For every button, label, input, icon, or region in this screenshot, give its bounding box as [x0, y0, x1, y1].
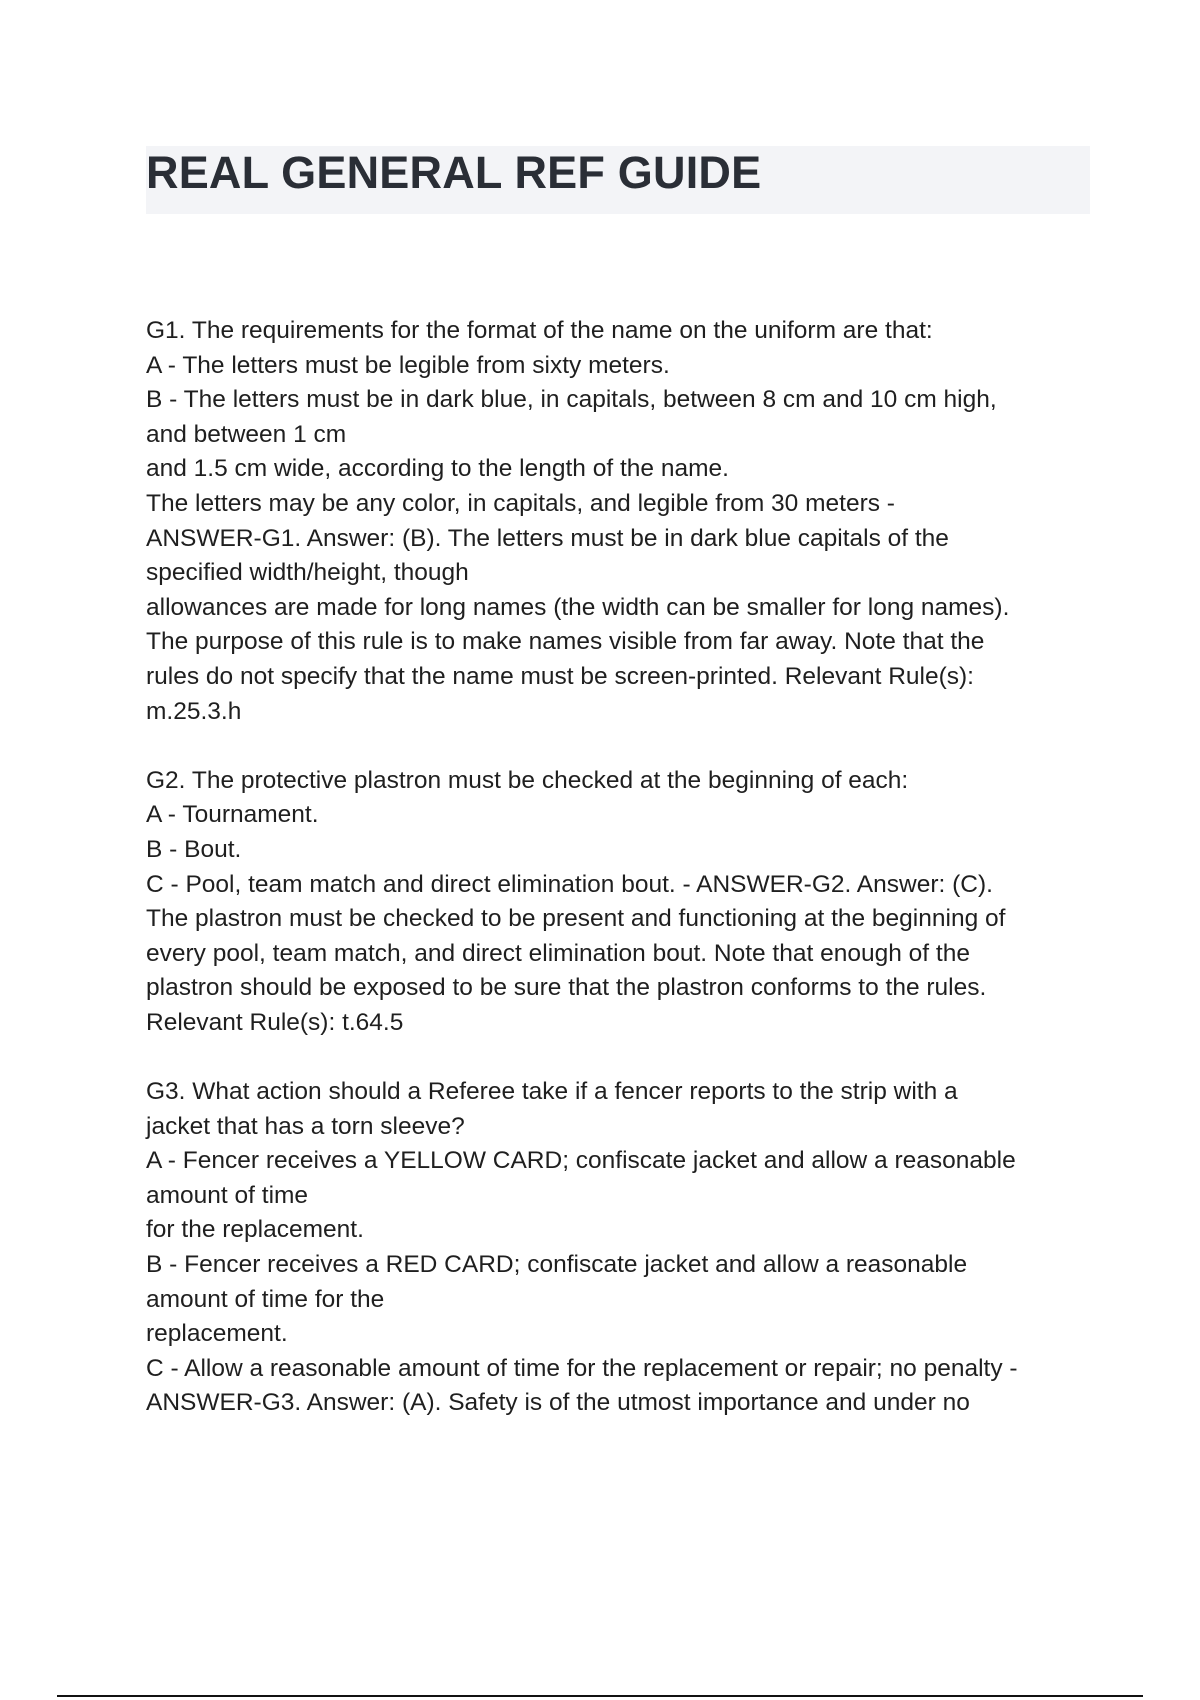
- text-line: B - Bout.: [146, 835, 242, 863]
- question-g2: [146, 764, 1090, 1041]
- text-line: G3. What action should a Referee take if a fencer reports to the strip with a: [146, 1078, 958, 1106]
- text-line: replacement.: [146, 1320, 288, 1348]
- text-line: every pool, team match, and direct elimination bout. Note that enough of the: [146, 939, 970, 967]
- text-line: amount of time: [146, 1181, 309, 1209]
- text-line: and between 1 cm: [146, 420, 347, 448]
- text-line: specified width/height, though: [146, 559, 469, 587]
- text-line: C - Allow a reasonable amount of time for the replacement or repair; no penalty -: [146, 1354, 1018, 1382]
- text-line: Relevant Rule(s): t.64.5: [146, 1008, 404, 1036]
- text-line: A - Fencer receives a YELLOW CARD; confiscate jacket and allow a reasonable: [146, 1147, 1016, 1175]
- text-line: The purpose of this rule is to make names visible from far away. Note that the: [146, 628, 985, 656]
- text-line: for the replacement.: [146, 1216, 364, 1244]
- text-line: and 1.5 cm wide, according to the length of the name.: [146, 455, 729, 483]
- text-line: B - Fencer receives a RED CARD; confiscate jacket and allow a reasonable: [146, 1251, 968, 1279]
- text-line: C - Pool, team match and direct elimination bout. - ANSWER-G2. Answer: (C).: [146, 870, 993, 898]
- text-line: The plastron must be checked to be present and functioning at the beginning of: [146, 905, 1006, 933]
- text-line: plastron should be exposed to be sure that the plastron conforms to the rules.: [146, 974, 987, 1002]
- text-line: G1. The requirements for the format of the name on the uniform are that:: [146, 317, 933, 344]
- document-title: REAL GENERAL REF GUIDE: [146, 147, 762, 198]
- text-line: m.25.3.h: [146, 697, 242, 725]
- question-g1: [146, 314, 1090, 729]
- text-line: allowances are made for long names (the width can be smaller for long names).: [146, 593, 1010, 621]
- title-bar: [146, 146, 1090, 214]
- paragraph-gap: [146, 1040, 1090, 1075]
- text-line: A - Tournament.: [146, 801, 319, 829]
- question-g3: [146, 1075, 1090, 1421]
- text-line: amount of time for the: [146, 1285, 385, 1313]
- text-line: ANSWER-G3. Answer: (A). Safety is of the utmost importance and under no: [146, 1389, 970, 1417]
- text-line: ANSWER-G1. Answer: (B). The letters must be in dark blue capitals of the: [146, 524, 949, 552]
- text-line: A - The letters must be legible from sixty meters.: [146, 351, 670, 379]
- text-line: rules do not specify that the name must be screen-printed. Relevant Rule(s):: [146, 662, 974, 690]
- footer-divider: [57, 1695, 1143, 1697]
- text-line: B - The letters must be in dark blue, in capitals, between 8 cm and 10 cm high,: [146, 386, 997, 414]
- document-body: [146, 314, 1090, 1421]
- text-line: jacket that has a torn sleeve?: [146, 1112, 465, 1140]
- text-line: The letters may be any color, in capitals, and legible from 30 meters -: [146, 489, 895, 517]
- text-line: G2. The protective plastron must be checked at the beginning of each:: [146, 766, 909, 794]
- paragraph-gap: [146, 729, 1090, 764]
